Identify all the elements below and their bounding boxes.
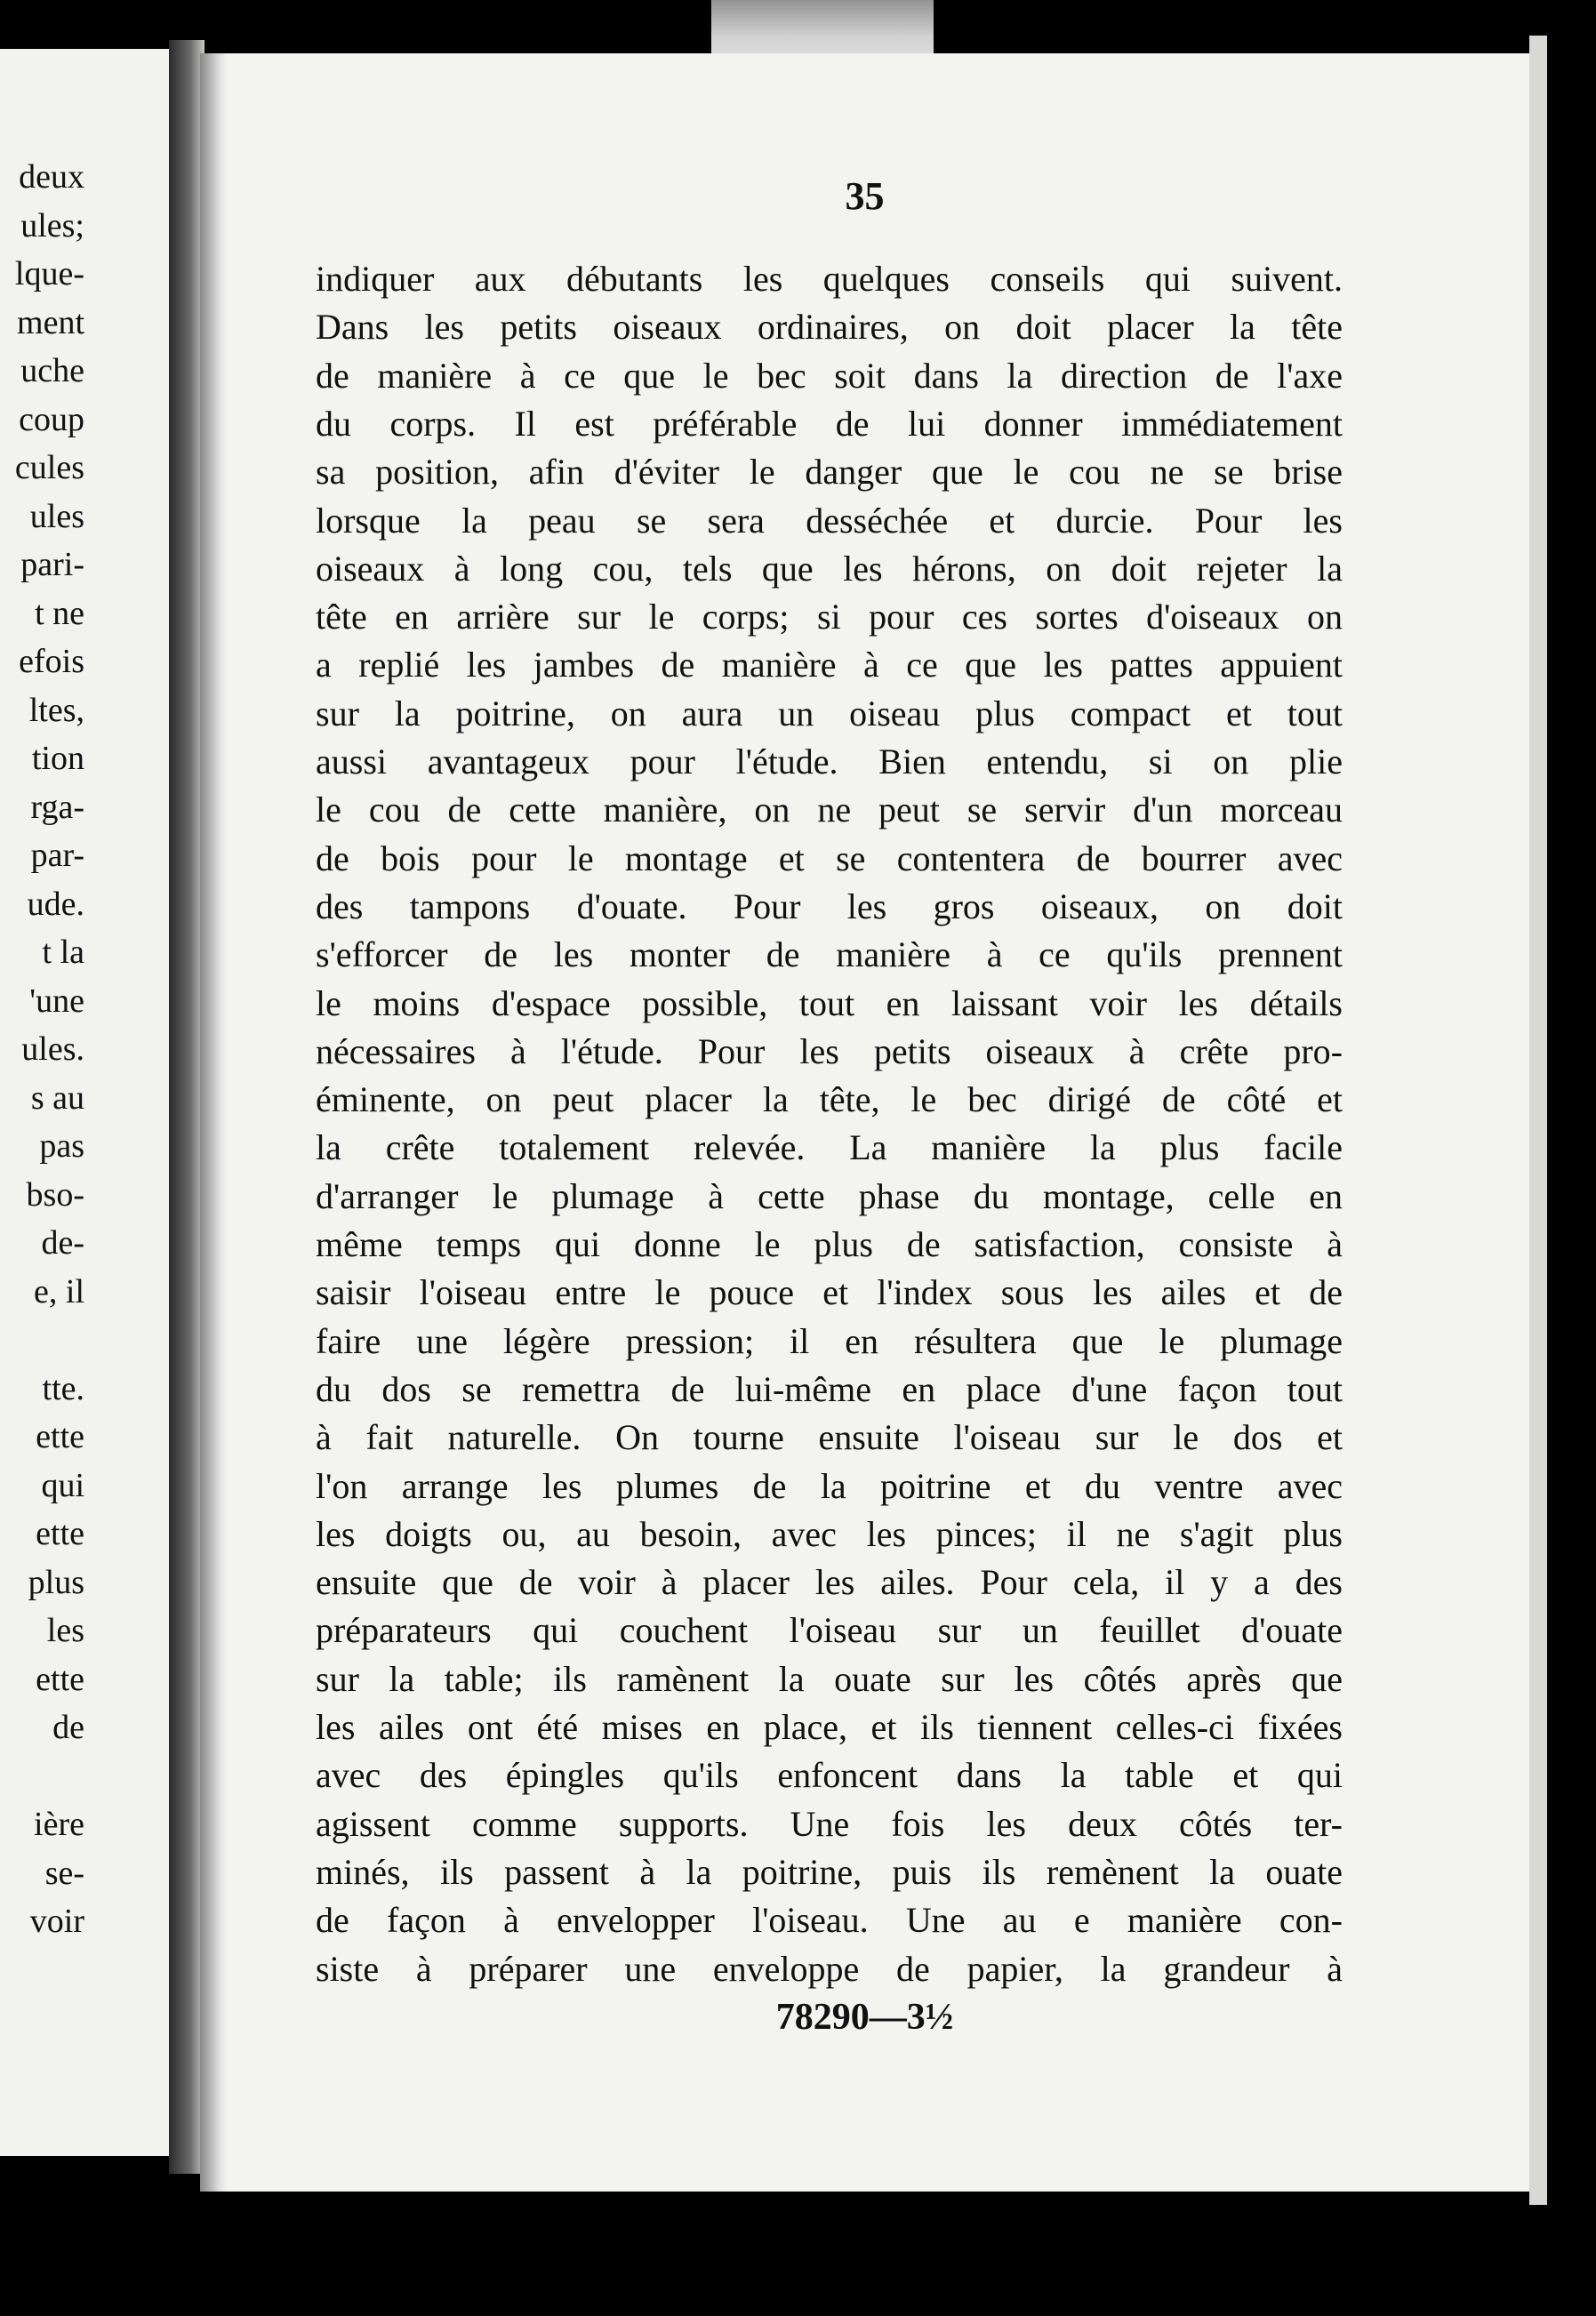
text-line: d'arranger le plumage à cette phase du montage, celle en xyxy=(316,1175,1343,1216)
text-line: oiseaux à long cou, tels que les hérons, on doit rejeter la xyxy=(316,548,1343,589)
left-page-line: uche xyxy=(20,352,84,389)
text-line: tête en arrière sur le corps; si pour ces sortes d'oiseaux on xyxy=(316,597,1343,637)
text-line: sur la table; ils ramènent la ouate sur les côtés après que xyxy=(316,1658,1343,1699)
text-line: éminente, on peut placer la tête, le bec dirigé de côté et xyxy=(316,1079,1343,1120)
left-page-line: ltes, xyxy=(28,691,84,729)
text-line: saisir l'oiseau entre le pouce et l'index sous les ailes et de xyxy=(316,1272,1343,1313)
left-page-line: bso- xyxy=(26,1175,84,1214)
text-line: a replié les jambes de manière à ce que les pattes appuient xyxy=(316,645,1343,685)
text-line: s'efforcer de les monter de manière à ce qu'ils prennent xyxy=(316,934,1343,975)
text-line: les doigts ou, au besoin, avec les pinces; il ne s'agit plus xyxy=(316,1513,1343,1554)
left-page-line: par- xyxy=(30,837,84,874)
text-line: avec des épingles qu'ils enfoncent dans la table et qui xyxy=(316,1755,1343,1796)
left-page-line: s au xyxy=(30,1078,84,1117)
left-page-line: qui xyxy=(41,1466,84,1504)
left-page-line: deux xyxy=(19,158,84,196)
text-line: l'on arrange les plumes de la poitrine et du ventre avec xyxy=(316,1465,1343,1506)
left-page-line: ette xyxy=(36,1515,84,1552)
left-page-fragment xyxy=(0,49,169,2156)
left-page-line: pas xyxy=(39,1127,84,1165)
page-number: 35 xyxy=(845,174,885,218)
left-page-line: cules xyxy=(14,449,84,486)
left-page-line: les xyxy=(46,1612,84,1649)
left-page-line: voir xyxy=(29,1903,84,1940)
text-line: nécessaires à l'étude. Pour les petits oiseaux à crête pro- xyxy=(316,1030,1343,1071)
left-page-line: ette xyxy=(36,1418,84,1455)
left-page-line: ules; xyxy=(20,206,84,244)
text-line: aussi avantageux pour l'étude. Bien entendu, si on plie xyxy=(316,741,1343,781)
left-page-line: pari- xyxy=(20,546,84,583)
text-line: du dos se remettra de lui-même en place d'une façon tout xyxy=(316,1368,1343,1409)
text-line: ensuite que de voir à placer les ailes. Pour cela, il y a des xyxy=(316,1562,1343,1603)
left-page-line: rga- xyxy=(30,788,84,826)
book-page xyxy=(200,53,1529,2192)
text-line: du corps. Il est préférable de lui donner immédiatement xyxy=(316,403,1343,444)
text-line: le moins d'espace possible, tout en laissant voir les détails xyxy=(316,982,1343,1023)
text-line: de bois pour le montage et se contentera de bourrer avec xyxy=(316,837,1343,878)
page-edge xyxy=(1529,36,1547,2205)
text-line: de façon à envelopper l'oiseau. Une au e manière con- xyxy=(316,1900,1343,1941)
text-line: faire une légère pression; il en résultera que le plumage xyxy=(316,1320,1343,1361)
text-line: le cou de cette manière, on ne peut se servir d'un morceau xyxy=(316,789,1343,830)
left-page-line: lque- xyxy=(14,255,84,293)
left-page-line: ière xyxy=(34,1806,84,1843)
left-page-line: ment xyxy=(17,303,84,341)
left-page-line: e, il xyxy=(34,1272,84,1310)
text-line: agissent comme supports. Une fois les deux côtés ter- xyxy=(316,1803,1343,1844)
left-page-line: ette xyxy=(36,1660,84,1698)
text-line: minés, ils passent à la poitrine, puis ils remènent la ouate xyxy=(316,1851,1343,1892)
left-page-line: tion xyxy=(31,740,84,777)
left-page-line: ules xyxy=(29,497,84,535)
left-page-line: tte. xyxy=(42,1369,84,1407)
signature-mark: 78290—3½ xyxy=(775,1997,954,2038)
text-line: siste à préparer une enveloppe de papier, la grandeur à xyxy=(316,1948,1343,1989)
left-page-line: se- xyxy=(44,1854,84,1892)
text-line: préparateurs qui couchent l'oiseau sur un feuillet d'ouate xyxy=(316,1610,1343,1651)
text-line: Dans les petits oiseaux ordinaires, on doit placer la tête xyxy=(316,307,1343,348)
left-page-line: ules. xyxy=(21,1030,84,1068)
text-line: sa position, afin d'éviter le danger que le cou ne se brise xyxy=(316,452,1343,493)
page-spine-shadow xyxy=(200,53,227,2192)
text-line: les ailes ont été mises en place, et ils tiennent celles-ci fixées xyxy=(316,1707,1343,1747)
book-gutter xyxy=(169,40,205,2174)
text-line: indiquer aux débutants les quelques conseils qui suivent. xyxy=(316,259,1343,299)
text-line: des tampons d'ouate. Pour les gros oiseaux, on doit xyxy=(316,886,1343,926)
left-page-line: t la xyxy=(42,934,84,971)
text-line: la crête totalement relevée. La manière la plus facile xyxy=(316,1127,1343,1168)
text-line: sur la poitrine, on aura un oiseau plus compact et tout xyxy=(316,693,1343,733)
left-page-line: efois xyxy=(19,643,84,680)
text-line: lorsque la peau se sera desséchée et durcie. Pour les xyxy=(316,500,1343,541)
left-page-line: 'une xyxy=(29,982,84,1020)
text-line: à fait naturelle. On tourne ensuite l'oiseau sur le dos et xyxy=(316,1417,1343,1458)
left-page-line: ude. xyxy=(27,885,84,923)
text-line: même temps qui donne le plus de satisfaction, consiste à xyxy=(316,1224,1343,1264)
left-page-line: t ne xyxy=(35,594,84,632)
left-page-line: plus xyxy=(28,1563,84,1601)
left-page-line: de- xyxy=(41,1224,84,1262)
left-page-line: de xyxy=(52,1709,84,1746)
left-page-line: coup xyxy=(19,400,84,438)
text-line: de manière à ce que le bec soit dans la direction de l'axe xyxy=(316,355,1343,396)
